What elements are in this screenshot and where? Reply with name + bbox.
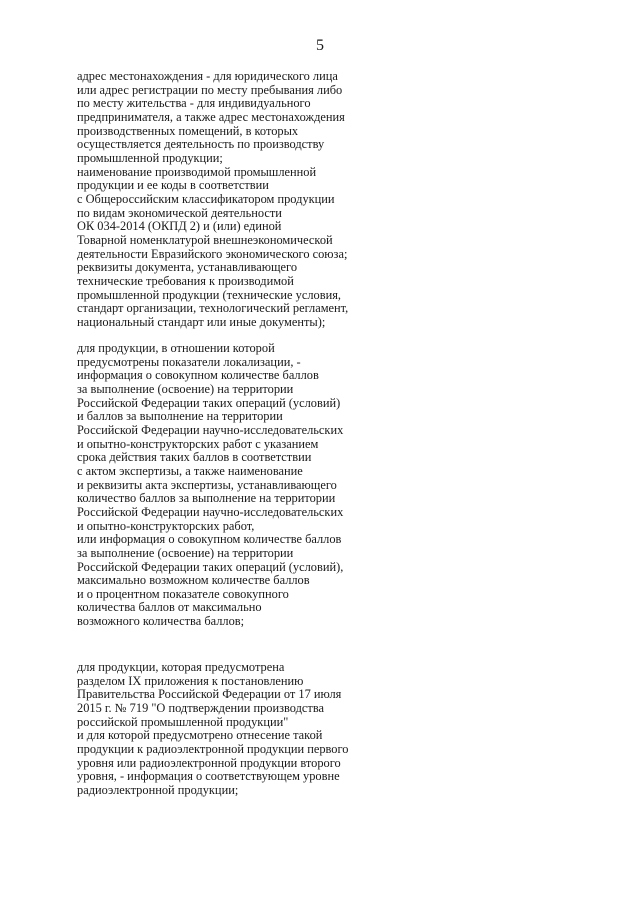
text-line: или адрес регистрации по месту пребывания либо — [77, 82, 343, 97]
paragraph-radioelectronic — [77, 661, 377, 798]
text-line: промышленной продукции; — [77, 150, 223, 165]
text-line: Российской Федерации научно-исследовательских — [77, 422, 344, 437]
text-line: с Общероссийским классификатором продукции — [77, 191, 335, 206]
text-line: Правительства Российской Федерации от 17 июля — [77, 687, 342, 702]
text-line: Российской Федерации таких операций (условий) — [77, 395, 341, 410]
text-line: и опытно-конструкторских работ с указанием — [77, 436, 319, 451]
paragraph-address-and-product — [77, 70, 377, 329]
text-line: продукции к радиоэлектронной продукции первого — [77, 741, 349, 756]
text-line: и о процентном показателе совокупного — [77, 586, 289, 601]
text-line: и баллов за выполнение на территории — [77, 409, 283, 424]
text-line: уровня или радиоэлектронной продукции второго — [77, 755, 341, 770]
text-line: за выполнение (освоение) на территории — [77, 545, 294, 560]
text-line: разделом IX приложения к постановлению — [77, 673, 304, 688]
text-line: количества баллов от максимально — [77, 600, 262, 615]
text-line: стандарт организации, технологический регламент, — [77, 301, 349, 316]
text-line: для продукции, в отношении которой — [77, 341, 275, 355]
text-line: информация о совокупном количестве баллов — [77, 368, 319, 383]
text-line: предусмотрены показатели локализации, - — [77, 354, 301, 369]
paragraph-localization — [77, 342, 377, 629]
text-line: осуществляется деятельность по производству — [77, 137, 325, 152]
text-line: продукции и ее коды в соответствии — [77, 178, 269, 193]
text-line: 2015 г. № 719 "О подтверждении производства — [77, 700, 325, 715]
text-line: промышленной продукции (технические условия, — [77, 287, 342, 302]
text-line: или информация о совокупном количестве баллов — [77, 532, 342, 547]
text-line: радиоэлектронной продукции; — [77, 782, 239, 797]
text-line: за выполнение (освоение) на территории — [77, 381, 294, 396]
text-line: национальный стандарт или иные документы); — [77, 314, 326, 329]
text-line: и реквизиты акта экспертизы, устанавливающего — [77, 477, 337, 492]
text-line: для продукции, которая предусмотрена — [77, 660, 285, 674]
text-line: количество баллов за выполнение на территории — [77, 491, 336, 506]
page-number: 5 — [316, 37, 324, 54]
text-line: предпринимателя, а также адрес местонахождения — [77, 109, 345, 124]
text-line: реквизиты документа, устанавливающего — [77, 260, 298, 275]
text-line: срока действия таких баллов в соответствии — [77, 450, 312, 465]
text-line: ОК 034-2014 (ОКПД 2) и (или) единой — [77, 219, 282, 234]
text-line: Российской Федерации научно-исследовательских — [77, 504, 344, 519]
text-line: по месту жительства - для индивидуального — [77, 96, 311, 111]
text-line: по видам экономической деятельности — [77, 205, 282, 220]
text-line: максимально возможном количестве баллов — [77, 573, 310, 588]
text-line: и опытно-конструкторских работ, — [77, 518, 255, 533]
text-line: адрес местонахождения - для юридического лица — [77, 69, 338, 83]
text-line: с актом экспертизы, а также наименование — [77, 463, 303, 478]
text-line: уровня, - информация о соответствующем уровне — [77, 769, 340, 784]
text-line: российской промышленной продукции" — [77, 714, 289, 729]
text-line: деятельности Евразийского экономического союза; — [77, 246, 348, 261]
text-line: наименование производимой промышленной — [77, 164, 317, 179]
text-line: Товарной номенклатурой внешнеэкономической — [77, 232, 333, 247]
text-line: возможного количества баллов; — [77, 614, 245, 629]
text-line: производственных помещений, в которых — [77, 123, 299, 138]
text-line: Российской Федерации таких операций (условий), — [77, 559, 344, 574]
text-line: технические требования к производимой — [77, 273, 294, 288]
text-line: и для которой предусмотрено отнесение такой — [77, 728, 323, 743]
